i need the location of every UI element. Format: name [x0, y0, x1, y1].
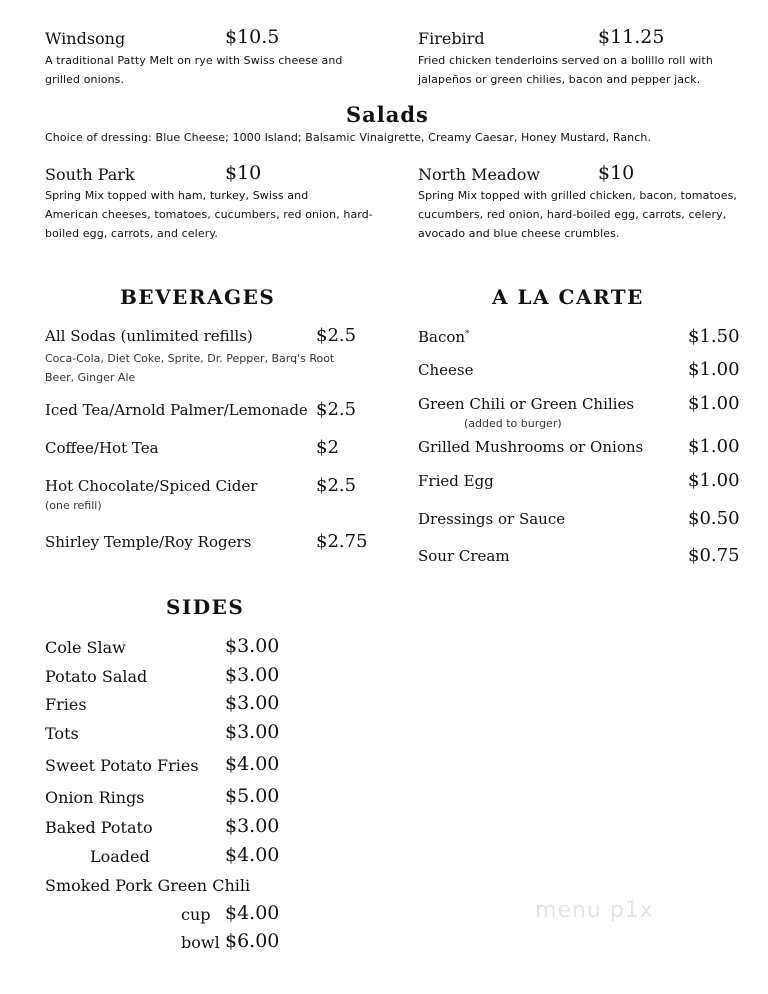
alc-name: Fried Egg — [418, 472, 494, 490]
side-price: $3.00 — [225, 664, 280, 686]
side-price: $4.00 — [225, 844, 280, 866]
side-name: Fries — [45, 695, 87, 714]
alc-name: Grilled Mushrooms or Onions — [418, 438, 644, 456]
bev-name: Coffee/Hot Tea — [45, 439, 159, 457]
firebird-name: Firebird — [418, 29, 485, 48]
desc-line: boiled egg, carrots, and celery. — [45, 227, 218, 240]
alc-name: Sour Cream — [418, 547, 510, 565]
south-park-desc — [45, 186, 373, 243]
side-name: Cole Slaw — [45, 638, 126, 657]
alc-price: $1.00 — [688, 436, 740, 457]
alc-name-text: Bacon — [418, 328, 466, 346]
desc-line: jalapeños or green chilies, bacon and pepper jack. — [418, 73, 701, 86]
side-name: Smoked Pork Green Chili — [45, 876, 251, 895]
side-name: cup — [181, 905, 211, 924]
beverages-heading: BEVERAGES — [120, 285, 276, 309]
side-name: Loaded — [90, 847, 150, 866]
bev-price: $2.5 — [316, 399, 357, 420]
alc-price: $1.50 — [688, 326, 740, 347]
side-price: $4.00 — [225, 902, 280, 924]
sides-heading: SIDES — [166, 595, 245, 619]
alc-price: $1.00 — [688, 393, 740, 414]
side-name: bowl — [181, 933, 220, 952]
firebird-desc — [418, 51, 713, 89]
alc-price: $1.00 — [688, 359, 740, 380]
windsong-desc — [45, 51, 343, 89]
alc-name: Dressings or Sauce — [418, 510, 566, 528]
bev-price: $2.75 — [316, 531, 368, 552]
bev-name: Iced Tea/Arnold Palmer/Lemonade — [45, 401, 308, 419]
side-name: Tots — [45, 724, 79, 743]
south-park-name: South Park — [45, 165, 135, 184]
north-meadow-name: North Meadow — [418, 165, 541, 184]
desc-line: Spring Mix topped with grilled chicken, bacon, tomatoes, — [418, 189, 737, 202]
side-price: $6.00 — [225, 930, 280, 952]
bev-note: (one refill) — [45, 499, 102, 512]
desc-line: avocado and blue cheese crumbles. — [418, 227, 620, 240]
side-name: Baked Potato — [45, 818, 153, 837]
dressing-note: Choice of dressing: Blue Cheese; 1000 Island; Balsamic Vinaigrette, Creamy Caesar, Honey Mustard, Ranch. — [45, 131, 652, 144]
side-price: $4.00 — [225, 753, 280, 775]
alc-note: (added to burger) — [464, 417, 562, 430]
desc-line: Spring Mix topped with ham, turkey, Swiss and — [45, 189, 309, 202]
side-price: $3.00 — [225, 635, 280, 657]
side-price: $5.00 — [225, 785, 280, 807]
side-name: Onion Rings — [45, 788, 145, 807]
side-price: $3.00 — [225, 815, 280, 837]
windsong-name: Windsong — [45, 29, 126, 48]
north-meadow-price: $10 — [598, 162, 635, 184]
side-name: Sweet Potato Fries — [45, 756, 199, 775]
bev-name: Hot Chocolate/Spiced Cider — [45, 477, 258, 495]
alc-name — [418, 328, 469, 346]
desc-line: grilled onions. — [45, 73, 125, 86]
desc-line: cucumbers, red onion, hard-boiled egg, carrots, celery, — [418, 208, 727, 221]
salads-heading: Salads — [346, 102, 429, 127]
watermark: menu p1x — [535, 898, 654, 923]
firebird-price: $11.25 — [598, 26, 665, 48]
south-park-price: $10 — [225, 162, 262, 184]
desc-line: Fried chicken tenderloins served on a bolillo roll with — [418, 54, 713, 67]
desc-line: A traditional Patty Melt on rye with Swiss cheese and — [45, 54, 343, 67]
bev-note — [45, 349, 334, 387]
bev-name: All Sodas (unlimited refills) — [45, 327, 253, 345]
desc-line: American cheeses, tomatoes, cucumbers, red onion, hard- — [45, 208, 373, 221]
side-name: Potato Salad — [45, 667, 148, 686]
windsong-price: $10.5 — [225, 26, 280, 48]
note-line: Coca-Cola, Diet Coke, Sprite, Dr. Pepper, Barq's Root — [45, 352, 335, 365]
side-price: $3.00 — [225, 692, 280, 714]
alc-name: Green Chili or Green Chilies — [418, 395, 635, 413]
alc-price: $1.00 — [688, 470, 740, 491]
bev-price: $2.5 — [316, 475, 357, 496]
side-price: $3.00 — [225, 721, 280, 743]
asterisk-mark: * — [465, 329, 470, 338]
alc-name: Cheese — [418, 361, 474, 379]
bev-price: $2 — [316, 437, 339, 458]
note-line: Beer, Ginger Ale — [45, 371, 136, 384]
bev-name: Shirley Temple/Roy Rogers — [45, 533, 252, 551]
bev-price: $2.5 — [316, 325, 357, 346]
alc-price: $0.50 — [688, 508, 740, 529]
a-la-carte-heading: A LA CARTE — [492, 285, 644, 309]
alc-price: $0.75 — [688, 545, 740, 566]
north-meadow-desc — [418, 186, 737, 243]
